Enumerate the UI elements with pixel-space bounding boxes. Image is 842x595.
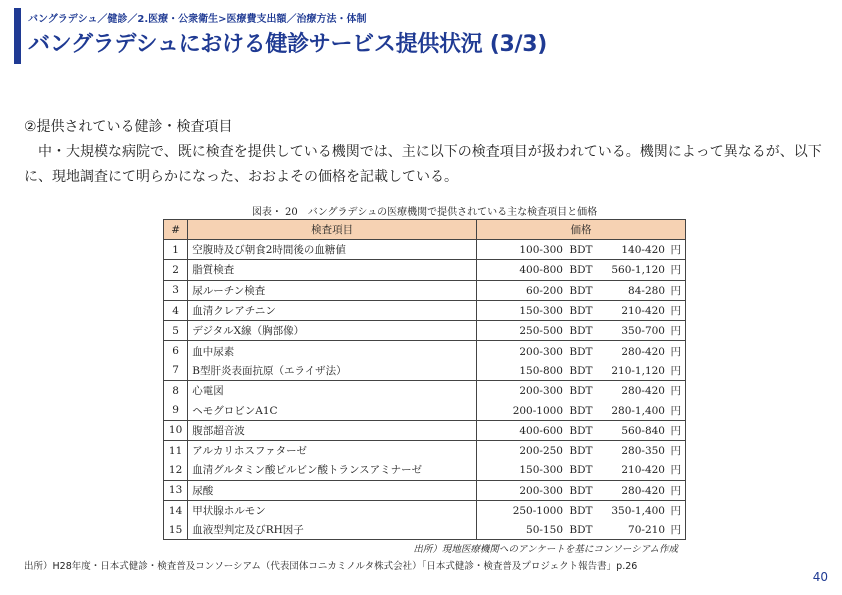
row-exam-item: 血清クレアチニン [188,300,477,320]
page-source: 出所）H28年度・日本式健診・検査普及コンソーシアム（代表団体コニカミノルタ株式会社）「日本式健診・検査普及プロジェクト報告書」p.26 [24,561,638,572]
row-price [477,520,686,540]
table-row [164,381,686,401]
row-price [477,500,686,520]
page-number: 40 [812,570,828,584]
table-row [164,420,686,440]
row-number: 11 [164,440,188,460]
exam-price-table [163,219,686,540]
row-exam-item: 空腹時及び朝食2時間後の血糖値 [188,240,477,260]
row-exam-item: 血清グルタミン酸ピルビン酸トランスアミナーゼ [188,460,477,480]
currency-bdt: BDT [569,364,593,377]
figure-title: 図表・ 20 バングラデシュの医療機関で提供されている主な検査項目と価格 [251,207,598,218]
row-price [477,480,686,500]
price-bdt: 200-300 [519,484,563,497]
header-accent-bar [14,8,21,64]
currency-bdt: BDT [569,264,593,277]
table-row [164,400,686,420]
price-bdt: 100-300 [519,244,563,257]
section-heading: ②提供されている健診・検査項目 [24,119,233,135]
currency-jpy: 円 [670,385,681,398]
header-price: 価格 [477,220,686,240]
price-jpy: 70-210 [628,524,665,537]
row-price [477,420,686,440]
currency-jpy: 円 [670,445,681,458]
price-jpy: 560-1,120 [611,264,665,277]
currency-bdt: BDT [569,484,593,497]
table-row [164,500,686,520]
price-bdt: 60-200 [526,284,563,297]
table-row [164,300,686,320]
price-jpy: 280-420 [621,484,665,497]
currency-jpy: 円 [670,345,681,358]
currency-bdt: BDT [569,244,593,257]
table-row [164,280,686,300]
row-price [477,300,686,320]
price-bdt: 150-800 [519,364,563,377]
price-jpy: 280-420 [621,345,665,358]
row-price [477,400,686,420]
row-exam-item: アルカリホスファターゼ [188,440,477,460]
row-number: 2 [164,260,188,280]
table-body [164,240,686,540]
header-num: # [164,220,188,240]
row-number: 14 [164,500,188,520]
body-paragraph: 中・大規模な病院で、既に検査を提供している機関では、主に以下の検査項目が扱われている。機関によって異なるが、以下に、現地調査にて明らかになった、おおよその価格を記載している。 [24,144,822,185]
price-bdt: 150-300 [519,305,563,318]
row-number: 12 [164,460,188,480]
currency-jpy: 円 [670,505,681,517]
row-exam-item: 血液型判定及びRH因子 [188,520,477,540]
row-exam-item: デジタルX線（胸部像） [188,321,477,341]
currency-jpy: 円 [670,305,681,318]
row-price [477,440,686,460]
row-exam-item: ヘモグロビンA1C [188,400,477,420]
currency-jpy: 円 [670,325,681,338]
row-number: 13 [164,480,188,500]
table-row [164,361,686,381]
row-exam-item: 尿ルーチン検査 [188,280,477,300]
price-jpy: 210-1,120 [611,364,665,377]
price-bdt: 400-800 [519,264,563,277]
table-row [164,480,686,500]
row-number: 10 [164,420,188,440]
price-jpy: 560-840 [621,424,665,437]
currency-bdt: BDT [569,404,593,417]
table-row [164,321,686,341]
row-exam-item: 脂質検査 [188,260,477,280]
currency-jpy: 円 [670,244,681,257]
price-bdt: 200-300 [519,385,563,398]
currency-bdt: BDT [569,305,593,318]
price-bdt: 250-500 [519,325,563,338]
price-bdt: 50-150 [526,524,563,537]
row-number: 3 [164,280,188,300]
row-number: 7 [164,361,188,381]
currency-jpy: 円 [670,404,681,417]
row-exam-item: 血中尿素 [188,341,477,361]
table-row [164,260,686,280]
price-bdt: 250-1000 [512,505,563,517]
price-jpy: 84-280 [628,284,665,297]
row-number: 4 [164,300,188,320]
row-price [477,280,686,300]
row-number: 15 [164,520,188,540]
price-jpy: 350-1,400 [611,505,665,517]
row-number: 5 [164,321,188,341]
page-title: バングラデシュにおける健診サービス提供状況 (3/3) [28,32,548,57]
currency-jpy: 円 [670,424,681,437]
price-jpy: 280-1,400 [611,404,665,417]
currency-bdt: BDT [569,284,593,297]
table-row [164,341,686,361]
currency-bdt: BDT [569,385,593,398]
header-item: 検査項目 [188,220,477,240]
price-jpy: 210-420 [621,464,665,477]
table-row [164,460,686,480]
row-number: 8 [164,381,188,401]
currency-bdt: BDT [569,325,593,338]
table-row [164,240,686,260]
currency-bdt: BDT [569,424,593,437]
price-jpy: 280-350 [621,445,665,458]
row-price [477,260,686,280]
table-header-row [164,220,686,240]
row-price [477,361,686,381]
figure-source: 出所）現地医療機関へのアンケートを基にコンソーシアム作成 [413,544,678,555]
currency-jpy: 円 [670,264,681,277]
price-bdt: 200-1000 [512,404,563,417]
price-bdt: 400-600 [519,424,563,437]
row-exam-item: B型肝炎表面抗原（エライザ法） [188,361,477,381]
row-number: 6 [164,341,188,361]
row-exam-item: 腹部超音波 [188,420,477,440]
price-jpy: 210-420 [621,305,665,318]
price-bdt: 150-300 [519,464,563,477]
row-number: 1 [164,240,188,260]
currency-jpy: 円 [670,464,681,477]
currency-jpy: 円 [670,284,681,297]
row-price [477,381,686,401]
row-exam-item: 甲状腺ホルモン [188,500,477,520]
currency-bdt: BDT [569,445,593,458]
currency-bdt: BDT [569,464,593,477]
currency-jpy: 円 [670,524,681,537]
body-text [24,140,824,190]
currency-jpy: 円 [670,484,681,497]
currency-bdt: BDT [569,524,593,537]
row-exam-item: 尿酸 [188,480,477,500]
row-price [477,460,686,480]
breadcrumb: バングラデシュ／健診／2.医療・公衆衛生>医療費支出額／治療方法・体制 [28,14,367,25]
table-row [164,520,686,540]
price-jpy: 280-420 [621,385,665,398]
price-bdt: 200-250 [519,445,563,458]
row-price [477,321,686,341]
currency-jpy: 円 [670,364,681,377]
currency-bdt: BDT [569,505,593,517]
price-jpy: 350-700 [621,325,665,338]
row-number: 9 [164,400,188,420]
row-price [477,341,686,361]
row-price [477,240,686,260]
row-exam-item: 心電図 [188,381,477,401]
price-bdt: 200-300 [519,345,563,358]
table-row [164,440,686,460]
price-jpy: 140-420 [621,244,665,257]
currency-bdt: BDT [569,345,593,358]
